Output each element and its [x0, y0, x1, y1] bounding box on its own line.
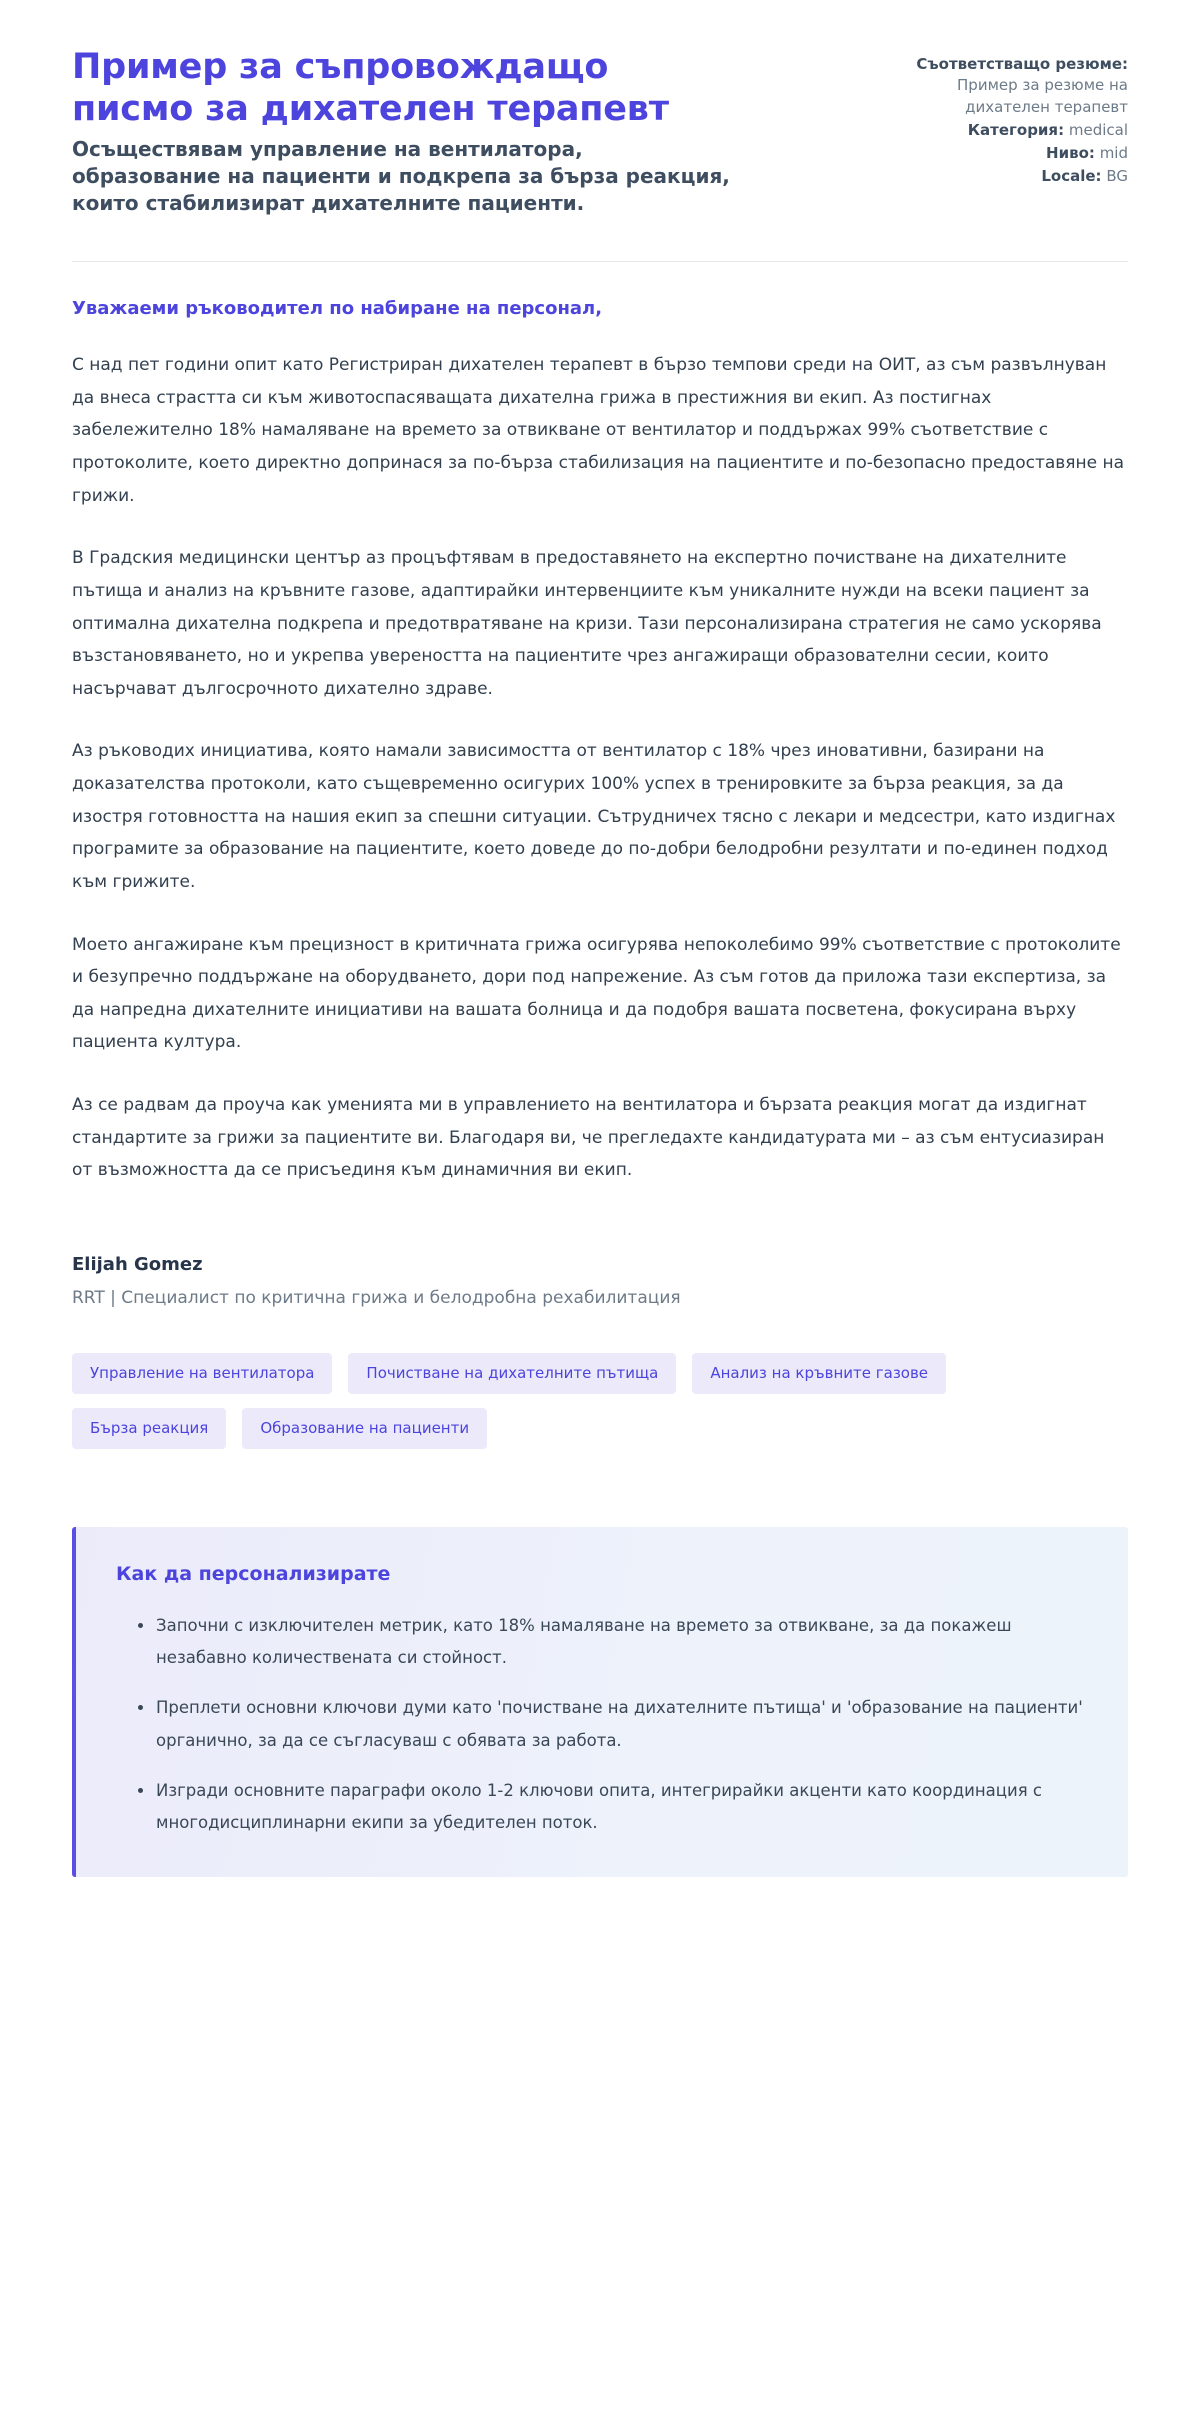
- page-header: [72, 46, 1128, 217]
- letter-body: [72, 262, 1128, 1187]
- tag-chip[interactable]: Бърза реакция: [72, 1408, 226, 1449]
- signature-block: [72, 1251, 1128, 1312]
- signature-name: Elijah Gomez: [72, 1253, 203, 1275]
- callout-tip-item: Изгради основните параграфи около 1-2 ключови опита, интегрирайки акценти като координация с многодисциплинарни екипи за убедителен поток.: [138, 1775, 1086, 1839]
- meta-value-matching-resume: Пример за резюме на дихателен терапевт: [957, 76, 1128, 116]
- meta-value-level: mid: [1099, 144, 1128, 163]
- callout-tip-item: Започни с изключителен метрик, като 18% намаляване на времето за отвикване, за да покажеш незабавно количествената си стойност.: [138, 1610, 1086, 1674]
- signature-role: RRT | Специалист по критична грижа и белодробна рехабилитация: [72, 1287, 681, 1308]
- meta-label-level: Ниво:: [1046, 144, 1095, 163]
- meta-row-category: [878, 120, 1128, 141]
- header-title-block: [72, 46, 732, 217]
- letter-paragraph: Моето ангажиране към прецизност в критичната грижа осигурява непоколебимо 99% съответствие с протоколите и безупречно поддържане на оборудването, дори под напрежение. Аз съм готов да приложа тази експертиза, за да напредна дихателните инициативи на вашата болница и да подобря вашата посветена, фокусирана върху пациента култура.: [72, 934, 1121, 1053]
- letter-salutation: Уважаеми ръководител по набиране на персонал,: [72, 298, 603, 319]
- meta-value-locale: BG: [1106, 167, 1128, 186]
- page-subtitle: Осъществявам управление на вентилатора, образование на пациенти и подкрепа за бърза реакция, които стабилизират дихателните пациенти.: [72, 137, 730, 215]
- meta-row-locale: [878, 166, 1128, 187]
- tag-list: [72, 1353, 1072, 1449]
- tag-chip[interactable]: Образование на пациенти: [242, 1408, 487, 1449]
- letter-paragraph: Аз се радвам да проуча как уменията ми в управлението на вентилатора и бързата реакция могат да издигнат стандартите за грижи за пациентите ви. Благодаря ви, че прегледахте кандидатурата ми – аз съм ентусиазиран от възможността да се присъединя към динамичния ви екип.: [72, 1095, 1105, 1181]
- meta-label-matching-resume: Съответстващо резюме:: [916, 55, 1128, 73]
- tag-chip[interactable]: Почистване на дихателните пътища: [348, 1353, 676, 1394]
- customization-callout: [72, 1527, 1128, 1877]
- page-title: Пример за съпровождащо писмо за дихателен терапевт: [72, 47, 669, 129]
- callout-tip-item: Преплети основни ключови думи като 'почистване на дихателните пътища' и 'образование на пациенти' органично, за да се съгласуваш с обявата за работа.: [138, 1692, 1086, 1756]
- letter-paragraph: Аз ръководих инициатива, която намали зависимостта от вентилатор с 18% чрез иновативни, базирани на доказателства протоколи, като същевременно осигурих 100% успех в тренировките за бърза реакция, за да изостря готовността на нашия екип за спешни ситуации. Сътрудничех тясно с лекари и медсестри, като издигнах програмите за образование на пациентите, което доведе до по-добри белодробни резултати и по-единен подход към грижите.: [72, 741, 1116, 892]
- tag-chip[interactable]: Анализ на кръвните газове: [692, 1353, 946, 1394]
- tag-chip[interactable]: Управление на вентилатора: [72, 1353, 332, 1394]
- callout-tip-list: [116, 1610, 1086, 1839]
- letter-paragraph: С над пет години опит като Регистриран дихателен терапевт в бързо темпови среди на ОИТ, аз съм развълнуван да внеса страстта си към животоспасяващата дихателна грижа в престижния ви екип. Аз постигнах забележително 18% намаляване на времето за отвикване от вентилатор и поддържах 99% съответствие с протоколите, което директно допринася за по-бърза стабилизация на пациентите и по-безопасно предоставяне на грижи.: [72, 355, 1125, 506]
- meta-label-locale: Locale:: [1041, 167, 1102, 186]
- header-meta-panel: [878, 46, 1128, 190]
- letter-paragraph: В Градския медицински център аз процъфтявам в предоставянето на експертно почистване на дихателните пътища и анализ на кръвните газове, адаптирайки интервенциите към уникалните нужди на всеки пациент за оптимална дихателна подкрепа и предотвратяване на кризи. Тази персонализирана стратегия не само ускорява възстановяването, но и укрепва увереността на пациентите чрез ангажиращи образователни сесии, които насърчават дългосрочното дихателно здраве.: [72, 548, 1102, 699]
- meta-value-category: medical: [1068, 120, 1128, 139]
- meta-row-matching-resume: [878, 54, 1128, 118]
- callout-title: Как да персонализирате: [116, 1563, 391, 1586]
- meta-row-level: [878, 143, 1128, 164]
- meta-label-category: Категория:: [967, 120, 1065, 139]
